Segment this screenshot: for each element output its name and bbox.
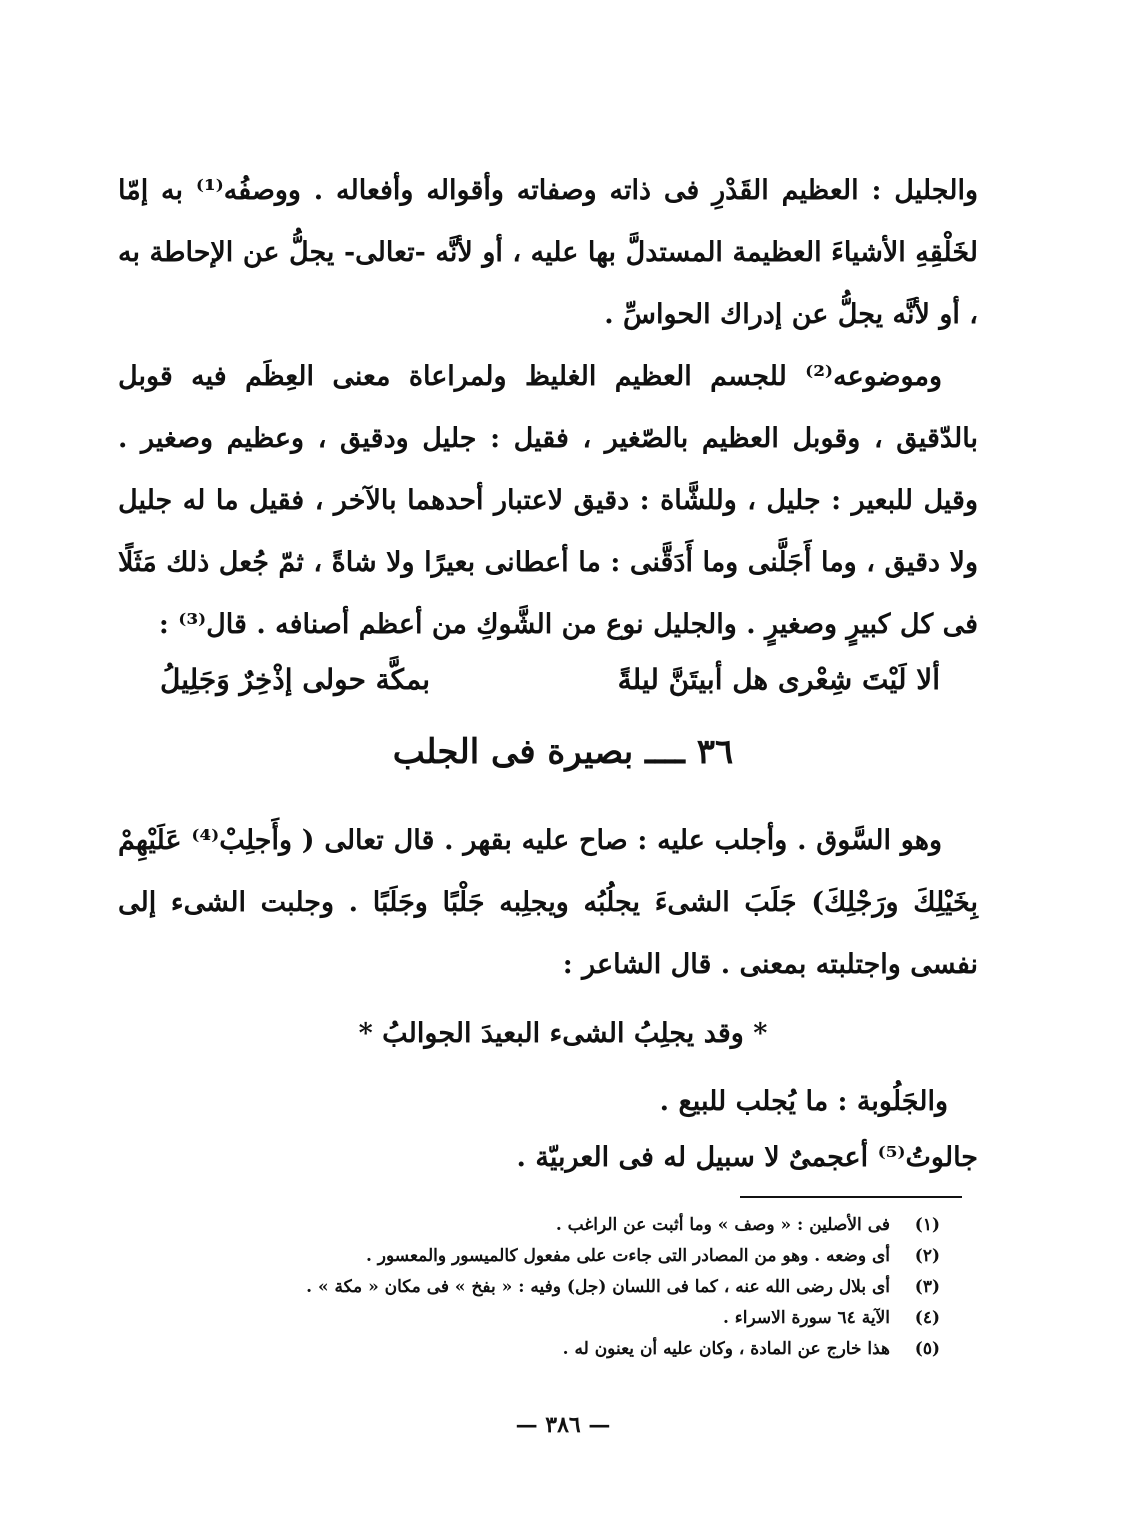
footnote-item	[140, 1303, 940, 1334]
paragraph-jalb-definition: وهو السَّوق . وأجلب عليه : صاح عليه بقهر . قال تعالى ( وأَجلِبْ⁽⁴⁾ عَلَيْهِمْ بِخَيْلِكَ ورَجْلِكَ) جَلَبَ الشىءَ يجلُبُه ويجلِبه جَلْبًا وجَلَبًا . وجلبت الشىء إلى نفسى واجتلبته بمعنى . قال الشاعر :	[118, 825, 978, 980]
footnote-item	[140, 1334, 940, 1365]
footnote-text: أى بلال رضى الله عنه ، كما فى اللسان (جل) وفيه : « بفخ » فى مكان « مكة » .	[306, 1277, 890, 1297]
footnote-number: (٣)	[914, 1277, 940, 1297]
footnote-number: (١)	[914, 1215, 940, 1235]
footnote-number: (٥)	[914, 1339, 940, 1359]
footnote-text: فى الأصلين : « وصف » وما أثبت عن الراغب .	[555, 1215, 890, 1235]
definition-jalut: جالوتُ⁽⁵⁾ أعجمىٌ لا سبيل له فى العربيّة .	[516, 1142, 978, 1173]
page-number: — ٣٨٦ —	[515, 1412, 611, 1438]
quoted-verse: * وقد يجلِبُ الشىء البعيدَ الجوالبُ *	[358, 1018, 768, 1049]
paragraph-jalil-definition: والجليل : العظيم القَدْرِ فى ذاته وصفاته وأقواله وأفعاله . ووصفُه⁽¹⁾ به إمّا لخَلْقِهِ الأشياءَ العظيمة المستدلَّ بها عليه ، أو لأنَّه -تعالى- يجلُّ عن الإحاطة به ، أو لأنَّه يجلُّ عن إدراك الحواسِّ .	[118, 175, 978, 330]
section-2	[118, 810, 978, 996]
footnote-item	[140, 1210, 940, 1241]
footnote-number: (٤)	[914, 1308, 940, 1328]
footnote-text: الآية ٦٤ سورة الاسراء .	[722, 1308, 890, 1328]
section-heading: ٣٦ ــــ بصيرة فى الجلب	[392, 732, 734, 772]
verse-first-hemistich: ألا لَيْتَ شِعْرى هل أبيتَنَّ ليلةً	[617, 663, 940, 696]
footnote-text: هذا خارج عن المادة ، وكان عليه أن يعنون له .	[562, 1339, 890, 1359]
definition-jalouba: والجَلُوبة : ما يُجلب للبيع .	[659, 1086, 948, 1117]
footnote-number: (٢)	[914, 1246, 940, 1266]
footnote-item	[140, 1272, 940, 1303]
footnote-item	[140, 1241, 940, 1272]
footnotes	[140, 1210, 940, 1365]
footnote-divider	[740, 1196, 962, 1198]
poetry-verse	[160, 650, 940, 710]
section-1	[118, 160, 978, 656]
footnote-text: أى وضعه . وهو من المصادر التى جاءت على مفعول كالميسور والمعسور .	[365, 1246, 890, 1266]
paragraph-jalil-usage: وموضوعه⁽²⁾ للجسم العظيم الغليظ ولمراعاة معنى العِظَم فيه قوبل بالدّقيق ، وقوبل العظيم بالصّغير ، فقيل : جليل ودقيق ، وعظيم وصغير . وقيل للبعير : جليل ، وللشَّاة : دقيق لاعتبار أحدهما بالآخر ، فقيل ما له جليل ولا دقيق ، وما أَجَلَّنى وما أَدَقَّنى : ما أعطانى بعيرًا ولا شاةً ، ثمّ جُعل ذلك مَثَلًا فى كل كبيرٍ وصغيرٍ . والجليل نوع من الشَّوكِ من أعظم أصنافه . قال⁽³⁾ :	[118, 361, 978, 640]
verse-second-hemistich: بمكَّة حولى إذْخِرٌ وَجَلِيلُ	[160, 663, 431, 696]
